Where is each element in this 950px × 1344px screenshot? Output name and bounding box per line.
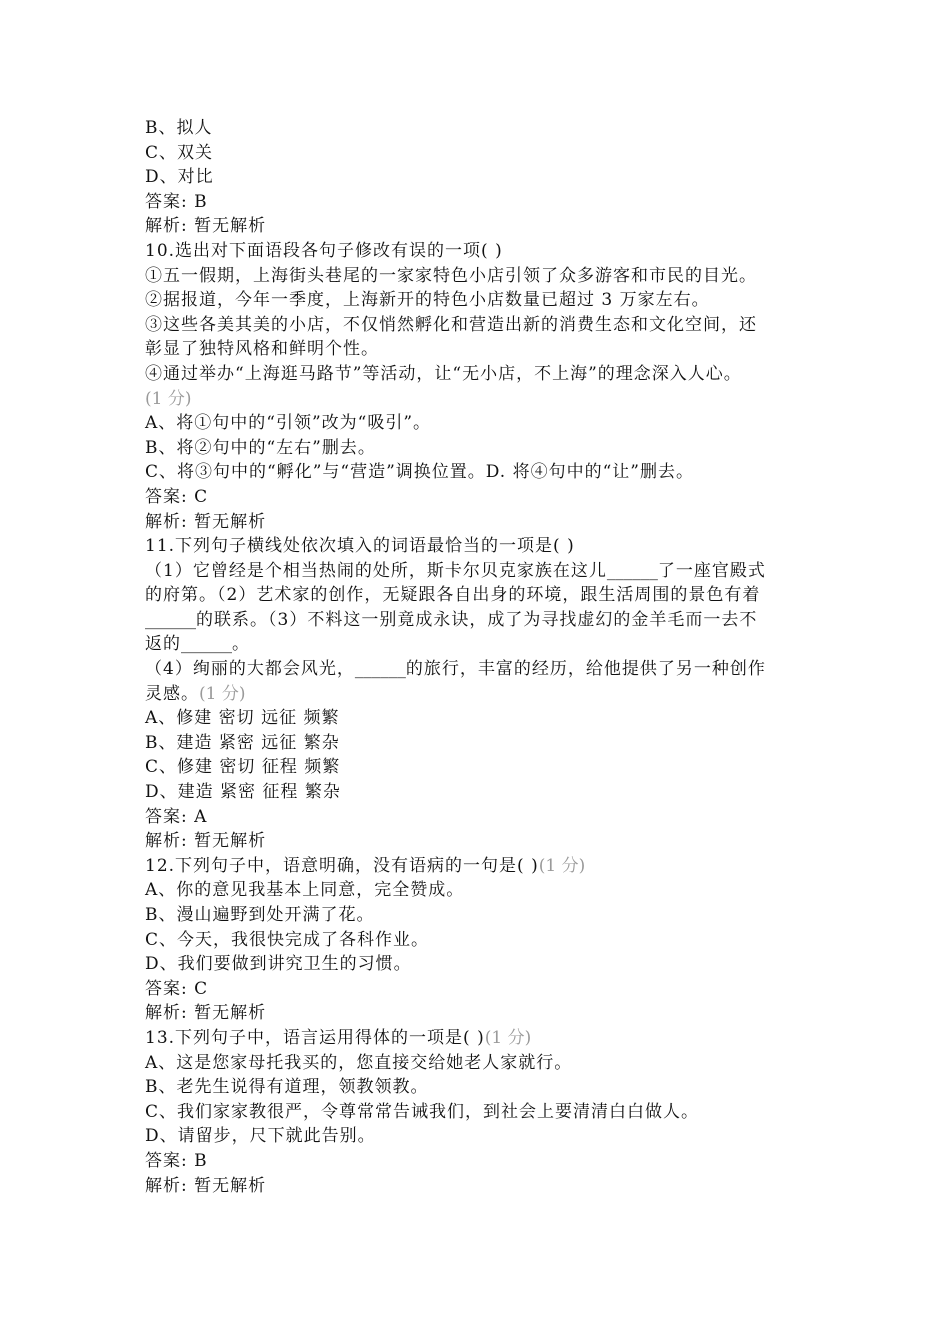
q12-option-d: D、我们要做到讲究卫生的习惯。 — [145, 954, 412, 975]
q11-text: （1）它曾经是个相当热闹的处所，斯卡尔贝克家族在这儿 — [145, 560, 607, 581]
q13-option-a: A、这是您家母托我买的，您直接交给她老人家就行。 — [145, 1052, 573, 1073]
q11-text: （4）绚丽的大都会风光， — [145, 659, 355, 680]
q10-stem: 10.选出对下面语段各句子修改有误的一项( ) — [145, 240, 503, 261]
q11-blank-3: ______ — [181, 634, 232, 655]
q13-score: (1 分) — [484, 1027, 532, 1048]
q11-passage-line-4 — [145, 632, 825, 657]
q12-stem: 12.下列句子中，语意明确，没有语病的一句是( ) — [145, 855, 539, 876]
q13-analysis: 解析: 暂无解析 — [145, 1175, 267, 1196]
q9-option-c: C、双关 — [145, 142, 214, 163]
q9-answer: 答案: B — [145, 191, 208, 212]
q13-option-d: D、请留步，尺下就此告别。 — [145, 1126, 376, 1147]
q11-blank-1: ______ — [606, 560, 658, 581]
q11-score: (1 分) — [199, 683, 246, 704]
q13-option-b: B、老先生说得有道理，领教领教。 — [145, 1077, 429, 1098]
q10-answer: 答案: C — [145, 486, 209, 507]
q10-sentence-4: ④通过举办“上海逛马路节”等活动，让“无小店，不上海”的理念深入人心。 — [145, 363, 742, 384]
q12-score: (1 分) — [538, 855, 586, 876]
q12-stem-line — [145, 854, 825, 879]
q11-option-c: C、修建 密切 征程 频繁 — [145, 757, 341, 778]
q9-option-d: D、对比 — [145, 167, 214, 188]
q10-option-a: A、将①句中的“引领”改为“吸引”。 — [145, 413, 432, 434]
q13-answer: 答案: B — [145, 1150, 208, 1171]
q11-blank-4: ______ — [354, 659, 406, 680]
q9-option-b: B、拟人 — [145, 118, 213, 138]
q12-analysis: 解析: 暂无解析 — [145, 1003, 267, 1024]
q11-option-a: A、修建 密切 远征 频繁 — [145, 708, 340, 729]
q13-option-c: C、我们家家教很严，令尊常常告诫我们，到社会上要清清白白做人。 — [145, 1101, 700, 1122]
q11-text: 。 — [232, 634, 250, 655]
q11-option-d: D、建造 紧密 征程 繁杂 — [145, 782, 341, 803]
q13-stem: 13.下列句子中，语言运用得体的一项是( ) — [145, 1027, 485, 1048]
q10-score: (1 分) — [145, 388, 192, 409]
q10-sentence-3-cont: 彰显了独特风格和鲜明个性。 — [145, 339, 379, 360]
q10-option-b: B、将②句中的“左右”删去。 — [145, 437, 376, 458]
q11-text: 的旅行，丰富的经历，给他提供了另一种创作 — [405, 659, 766, 680]
q10-option-cd: C、将③句中的“孵化”与“营造”调换位置。D. 将④句中的“让”删去。 — [145, 462, 694, 483]
q11-answer: 答案: A — [145, 806, 208, 827]
q9-analysis: 解析: 暂无解析 — [145, 216, 267, 237]
q12-answer: 答案: C — [145, 978, 209, 999]
q11-stem: 11.下列句子横线处依次填入的词语最恰当的一项是( ) — [145, 536, 575, 557]
q10-analysis: 解析: 暂无解析 — [145, 511, 267, 532]
q11-passage-line-5 — [145, 657, 825, 682]
q11-text: 返的 — [145, 634, 181, 655]
q11-text: 了一座官殿式 — [657, 560, 766, 581]
q11-text: 灵感。 — [145, 683, 199, 704]
q10-sentence-3: ③这些各美其美的小店，不仅悄然孵化和营造出新的消费生态和文化空间，还 — [145, 314, 757, 335]
q11-passage-line-3 — [145, 608, 825, 633]
q12-option-a: A、你的意见我基本上同意，完全赞成。 — [145, 880, 465, 901]
q12-option-c: C、今天，我很快完成了各科作业。 — [145, 929, 430, 950]
q11-option-b: B、建造 紧密 远征 繁杂 — [145, 732, 340, 753]
q13-stem-line — [145, 1026, 825, 1051]
q11-analysis: 解析: 暂无解析 — [145, 831, 267, 852]
q11-text: 的联系。（3）不料这一别竟成永诀，成了为寻找虚幻的金羊毛而一去不 — [196, 609, 758, 630]
q11-blank-2: ______ — [145, 609, 196, 630]
q10-sentence-2: ②据报道，今年一季度，上海新开的特色小店数量已超过 3 万家左右。 — [145, 290, 710, 311]
q11-passage-line-2: 的府第。（2）艺术家的创作，无疑跟各自出身的环境，跟生活周围的景色有着 — [145, 585, 761, 606]
document-page — [145, 116, 825, 1198]
q11-passage-line-1 — [145, 559, 825, 584]
q10-sentence-1: ①五一假期，上海街头巷尾的一家家特色小店引领了众多游客和市民的目光。 — [145, 265, 757, 286]
q11-passage-line-6 — [145, 682, 825, 707]
q12-option-b: B、漫山遍野到处开满了花。 — [145, 905, 375, 925]
